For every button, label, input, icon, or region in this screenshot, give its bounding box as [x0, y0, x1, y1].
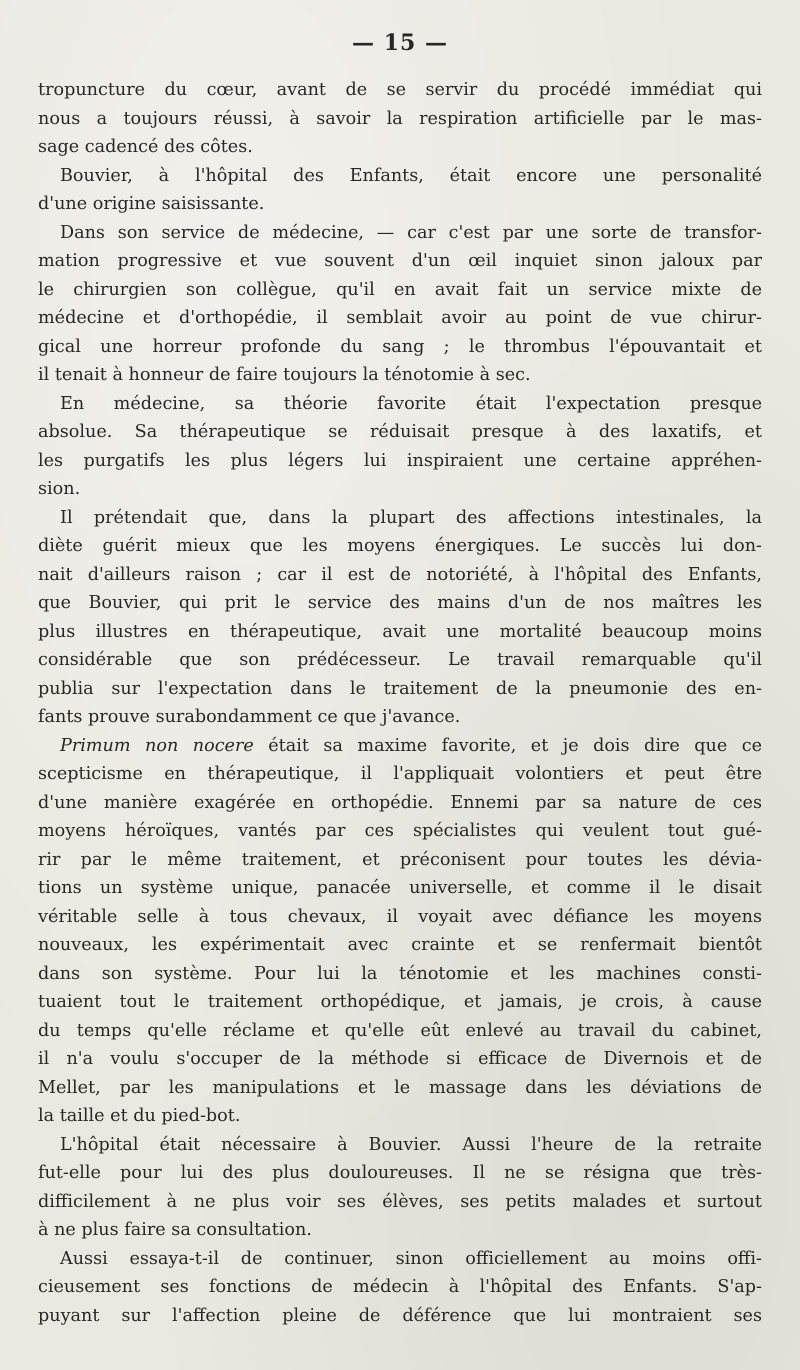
text-line [38, 732, 762, 761]
text-line: nous a toujours réussi, à savoir la respiration artificielle par le mas- [38, 108, 762, 129]
text-line: Il prétendait que, dans la plupart des affections intestinales, la [60, 507, 762, 528]
line-rest: était sa maxime favorite, et je dois dire que ce [253, 735, 762, 756]
text-line: d'une manière exagérée en orthopédie. Ennemi par sa nature de ces [38, 792, 762, 813]
text-line: à ne plus faire sa consultation. [38, 1220, 312, 1240]
text-line: sage cadencé des côtes. [38, 137, 253, 157]
text-line: dans son système. Pour lui la ténotomie et les machines consti- [38, 963, 762, 984]
text-line: que Bouvier, qui prit le service des mains d'un de nos maîtres les [38, 593, 762, 613]
text-line: tuaient tout le traitement orthopédique, et jamais, je crois, à cause [38, 992, 762, 1012]
text-line: publia sur l'expectation dans le traitement de la pneumonie des en- [38, 678, 762, 699]
text-line: fants prouve surabondamment ce que j'avance. [38, 707, 461, 727]
text-line: scepticisme en thérapeutique, il l'appliquait volontiers et peut être [38, 764, 762, 784]
body-text [38, 76, 762, 1330]
text-line: Aussi essaya-t-il de continuer, sinon officiellement au moins offi- [60, 1248, 762, 1269]
text-line: fut-elle pour lui des plus douloureuses. Il ne se résigna que très- [38, 1163, 762, 1183]
text-line: difficilement à ne plus voir ses élèves, ses petits malades et surtout [38, 1191, 762, 1212]
text-line: moyens héroïques, vantés par ces spécialistes qui veulent tout gué- [38, 821, 762, 841]
italic-phrase: Primum non nocere [60, 735, 254, 756]
text-line: il tenait à honneur de faire toujours la ténotomie à sec. [38, 365, 531, 385]
text-line: cieusement ses fonctions de médecin à l'hôpital des Enfants. S'ap- [38, 1277, 762, 1297]
text-line: Mellet, par les manipulations et le massage dans les déviations de [38, 1077, 762, 1098]
text-line: la taille et du pied-bot. [38, 1106, 241, 1126]
text-line: Bouvier, à l'hôpital des Enfants, était encore une personalité [60, 165, 762, 186]
text-line: rir par le même traitement, et préconisent pour toutes les dévia- [38, 849, 762, 870]
text-line: diète guérit mieux que les moyens énergiques. Le succès lui don- [38, 536, 762, 556]
text-line: tropuncture du cœur, avant de se servir du procédé immédiat qui [38, 80, 762, 100]
text-line: L'hôpital était nécessaire à Bouvier. Aussi l'heure de la retraite [60, 1134, 762, 1155]
text-line: Dans son service de médecine, — car c'est par une sorte de transfor- [60, 222, 762, 243]
text-line: plus illustres en thérapeutique, avait une mortalité beaucoup moins [38, 621, 762, 642]
text-line: le chirurgien son collègue, qu'il en avait fait un service mixte de [38, 279, 762, 300]
text-line: absolue. Sa thérapeutique se réduisait presque à des laxatifs, et [38, 422, 762, 442]
text-line: sion. [38, 479, 81, 499]
text-line: nouveaux, les expérimentait avec crainte et se renfermait bientôt [38, 935, 762, 955]
text-line: puyant sur l'affection pleine de déférence que lui montraient ses [38, 1305, 762, 1326]
text-line: tions un système unique, panacée universelle, et comme il le disait [38, 878, 762, 898]
text-line: véritable selle à tous chevaux, il voyait avec défiance les moyens [38, 906, 762, 927]
page-number: — 15 — [352, 30, 448, 56]
text-line: du temps qu'elle réclame et qu'elle eût enlevé au travail du cabinet, [38, 1020, 762, 1041]
text-line: considérable que son prédécesseur. Le travail remarquable qu'il [38, 650, 762, 670]
text-line: nait d'ailleurs raison ; car il est de notoriété, à l'hôpital des Enfants, [38, 564, 762, 585]
text-line: il n'a voulu s'occuper de la méthode si efficace de Divernois et de [38, 1049, 762, 1069]
text-line: En médecine, sa théorie favorite était l'expectation presque [60, 393, 762, 414]
text-line: mation progressive et vue souvent d'un œil inquiet sinon jaloux par [38, 251, 762, 271]
text-line: les purgatifs les plus légers lui inspiraient une certaine appréhen- [38, 450, 762, 471]
text-line: gical une horreur profonde du sang ; le thrombus l'épouvantait et [38, 336, 762, 357]
text-line: médecine et d'orthopédie, il semblait avoir au point de vue chirur- [38, 308, 762, 328]
text-line: d'une origine saisissante. [38, 194, 265, 214]
